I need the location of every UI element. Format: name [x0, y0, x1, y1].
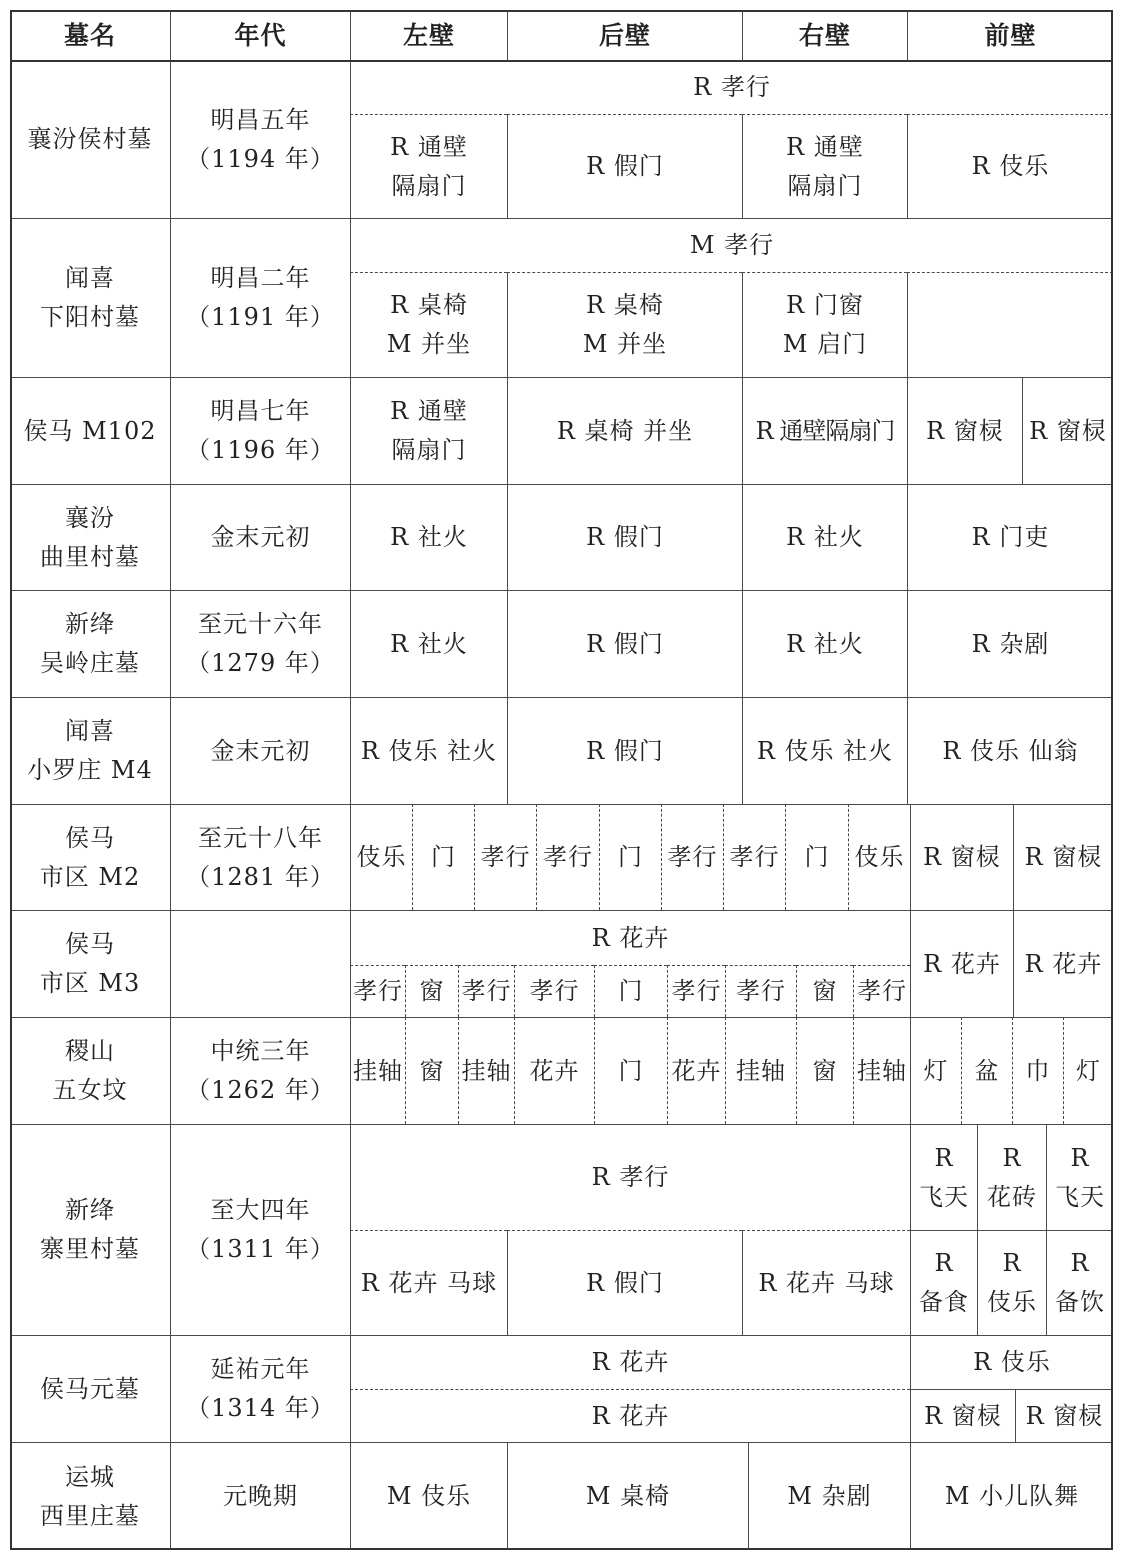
mural-cell: R 花卉	[910, 910, 1013, 1017]
mural-cell: R 假门	[507, 697, 742, 804]
mural-cell: R 门窗 M 启门	[742, 272, 907, 377]
mural-cell: R 伎乐	[977, 1230, 1046, 1335]
mural-cell: R 通壁 隔扇门	[350, 114, 507, 218]
mural-cell: 花卉	[514, 1017, 594, 1124]
mural-cell: R 桌椅 并坐	[507, 377, 742, 484]
mural-cell: 门	[594, 965, 667, 1017]
mural-cell: 挂轴	[725, 1017, 796, 1124]
mural-cell: 挂轴	[458, 1017, 514, 1124]
mural-cell: 孝行	[458, 965, 514, 1017]
mural-cell: R 伎乐	[907, 114, 1113, 218]
mural-cell: R 窗棂	[910, 1389, 1015, 1442]
mural-cell: 门	[785, 804, 848, 910]
mural-cell: 孝行	[853, 965, 910, 1017]
mural-cell: R 伎乐	[910, 1335, 1113, 1389]
mural-cell: 窗	[796, 965, 853, 1017]
tomb-name: 新绛 吴岭庄墓	[10, 590, 170, 697]
tomb-name: 闻喜 小罗庄 M4	[10, 697, 170, 804]
mural-cell: M 孝行	[350, 218, 1113, 272]
header-left-wall: 左壁	[350, 10, 507, 60]
tomb-date: 明昌二年 （1191 年）	[170, 218, 350, 377]
mural-cell: 挂轴	[853, 1017, 910, 1124]
tomb-date	[170, 910, 350, 1017]
tomb-name: 稷山 五女坟	[10, 1017, 170, 1124]
tomb-name: 新绛 寨里村墓	[10, 1124, 170, 1335]
mural-cell: R 门吏	[907, 484, 1113, 590]
mural-cell: R 窗棂	[1013, 804, 1113, 910]
tomb-date: 至元十八年 （1281 年）	[170, 804, 350, 910]
tomb-name: 闻喜 下阳村墓	[10, 218, 170, 377]
mural-cell: M 伎乐	[350, 1442, 507, 1550]
header-date: 年代	[170, 10, 350, 60]
mural-cell	[907, 272, 1113, 377]
mural-cell: R 备食	[910, 1230, 977, 1335]
mural-cell: M 小儿队舞	[910, 1442, 1113, 1550]
mural-cell: R 通壁 隔扇门	[742, 114, 907, 218]
mural-cell: R 通壁 隔扇门	[350, 377, 507, 484]
tomb-name: 襄汾 曲里村墓	[10, 484, 170, 590]
mural-cell: R 孝行	[350, 60, 1113, 114]
tomb-date: 至元十六年 （1279 年）	[170, 590, 350, 697]
tomb-date: 元晚期	[170, 1442, 350, 1550]
mural-cell: 窗	[405, 1017, 458, 1124]
tomb-date: 明昌七年 （1196 年）	[170, 377, 350, 484]
mural-cell: 孝行	[661, 804, 723, 910]
header-tomb-name: 墓名	[63, 20, 116, 50]
mural-cell: R 假门	[507, 1230, 742, 1335]
mural-cell: R 桌椅 M 并坐	[507, 272, 742, 377]
mural-cell: R 社火	[742, 590, 907, 697]
mural-cell: 挂轴	[350, 1017, 405, 1124]
mural-cell: M 杂剧	[748, 1442, 910, 1550]
mural-cell: R 假门	[507, 484, 742, 590]
mural-cell: R 杂剧	[907, 590, 1113, 697]
mural-cell: 窗	[796, 1017, 853, 1124]
header-back-wall: 后壁	[507, 10, 742, 60]
mural-cell: 孝行	[536, 804, 599, 910]
mural-cell: R 社火	[350, 484, 507, 590]
mural-cell: 孝行	[514, 965, 594, 1017]
mural-cell: R 花卉 马球	[350, 1230, 507, 1335]
mural-cell: R 社火	[742, 484, 907, 590]
mural-cell: 孝行	[474, 804, 536, 910]
mural-cell: 伎乐	[848, 804, 910, 910]
mural-cell: 盆	[961, 1017, 1012, 1124]
mural-cell: R 孝行	[350, 1124, 910, 1230]
mural-cell: R 花卉	[350, 1389, 910, 1442]
mural-cell: R 伎乐 社火	[742, 697, 907, 804]
tomb-name: 侯马 市区 M3	[10, 910, 170, 1017]
mural-cell: R 假门	[507, 590, 742, 697]
header-front-wall: 前壁	[907, 10, 1113, 60]
tomb-date: 延祐元年 （1314 年）	[170, 1335, 350, 1442]
tomb-name: 侯马元墓	[10, 1335, 170, 1442]
mural-cell: R 伎乐 社火	[350, 697, 507, 804]
mural-cell: R 备饮	[1046, 1230, 1113, 1335]
mural-cell: R 窗棂	[1022, 377, 1113, 484]
mural-cell: R 伎乐 仙翁	[907, 697, 1113, 804]
mural-cell: R 花卉	[1013, 910, 1113, 1017]
mural-cell: R 花卉 马球	[742, 1230, 910, 1335]
tomb-date: 金末元初	[170, 697, 350, 804]
mural-cell: 孝行	[350, 965, 405, 1017]
tomb-name: 侯马 M102	[10, 377, 170, 484]
mural-cell: R 桌椅 M 并坐	[350, 272, 507, 377]
tomb-name: 运城 西里庄墓	[10, 1442, 170, 1550]
mural-cell: 孝行	[667, 965, 725, 1017]
mural-cell: R 窗棂	[1015, 1389, 1113, 1442]
mural-cell: R 社火	[350, 590, 507, 697]
mural-cell: 伎乐	[350, 804, 412, 910]
tomb-name: 襄汾侯村墓	[10, 60, 170, 218]
mural-cell: 门	[599, 804, 661, 910]
tomb-date: 至大四年 （1311 年）	[170, 1124, 350, 1335]
mural-cell: 灯	[1063, 1017, 1113, 1124]
tomb-name: 侯马 市区 M2	[10, 804, 170, 910]
tomb-date: 中统三年 （1262 年）	[170, 1017, 350, 1124]
mural-cell: R 花卉	[350, 910, 910, 965]
mural-cell: R 飞天	[1046, 1124, 1113, 1230]
mural-cell: R 假门	[507, 114, 742, 218]
mural-cell: 孝行	[723, 804, 785, 910]
mural-cell: 窗	[405, 965, 458, 1017]
mural-cell: 花卉	[667, 1017, 725, 1124]
mural-cell: R 窗棂	[910, 804, 1013, 910]
header-right-wall: 右壁	[742, 10, 907, 60]
mural-cell: R 窗棂	[907, 377, 1022, 484]
mural-cell: 巾	[1012, 1017, 1063, 1124]
mural-cell: R 花卉	[350, 1335, 910, 1389]
mural-cell: 门	[412, 804, 474, 910]
tomb-date: 明昌五年 （1194 年）	[170, 60, 350, 218]
tomb-date: 金末元初	[170, 484, 350, 590]
mural-cell: R 飞天	[910, 1124, 977, 1230]
mural-cell: 孝行	[725, 965, 796, 1017]
mural-cell: R 通壁隔扇门	[742, 377, 907, 484]
mural-cell: 门	[594, 1017, 667, 1124]
mural-cell: M 桌椅	[507, 1442, 748, 1550]
mural-cell: 灯	[910, 1017, 961, 1124]
mural-cell: R 花砖	[977, 1124, 1046, 1230]
